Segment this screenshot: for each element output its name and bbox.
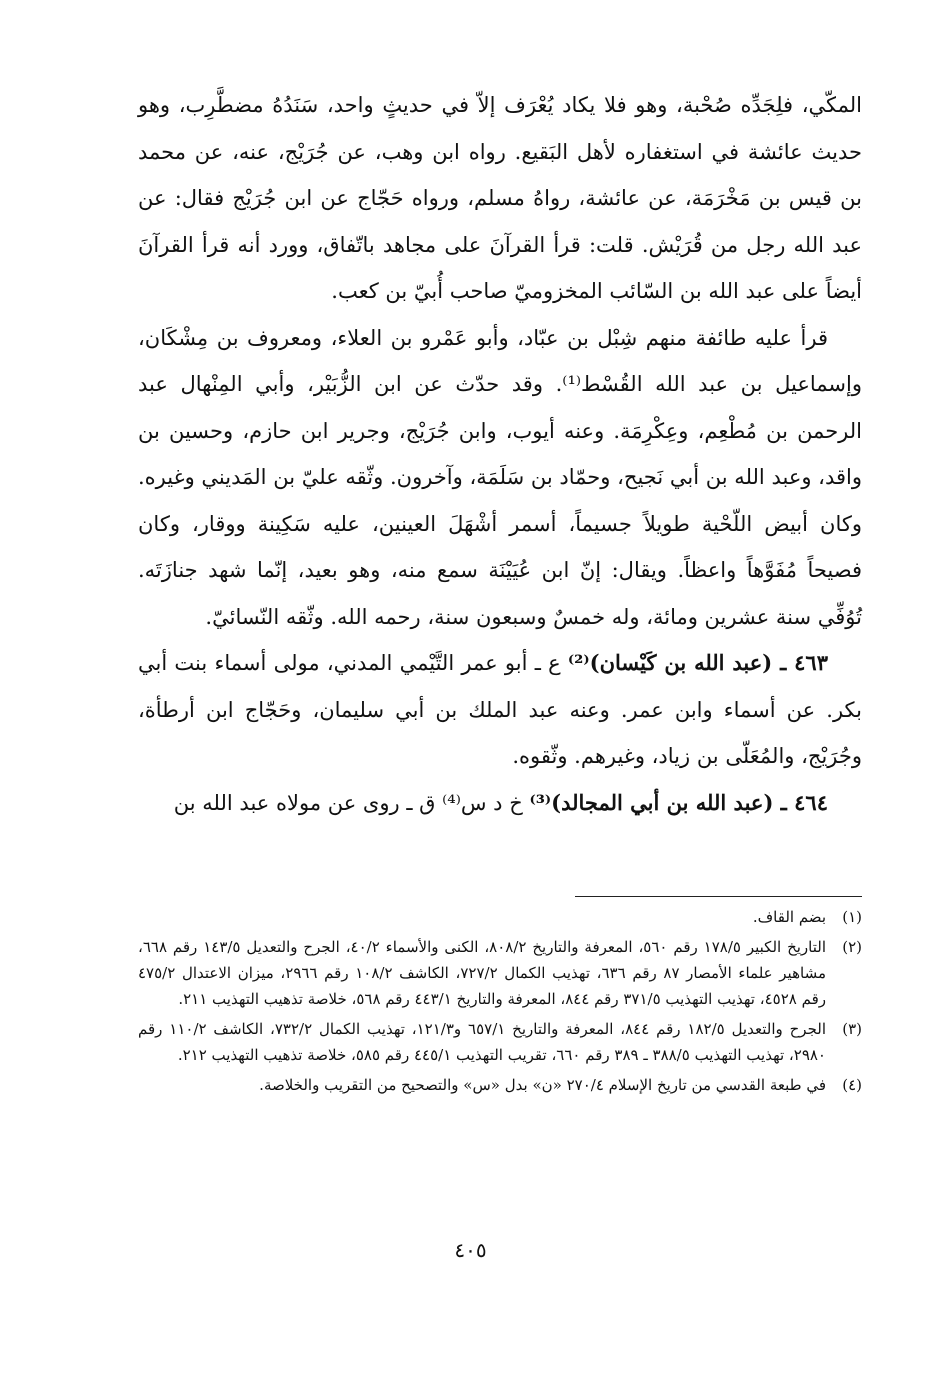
page-number: ٤٠٥ [454, 1238, 487, 1262]
paragraph-2: قرأ عليه طائفة منهم شِبْل بن عبّاد، وأبو عَمْرو بن العلاء، ومعروف بن مِشْكَان، وإسماعيل بن عبد الله القُسْط⁽¹⁾. وقد حدّث عن ابن الزُّبَيْر، وأبي المِنْهال عبد الرحمن بن مُطْعِم، وعِكْرِمَة. وعنه أيوب، وابن جُرَيْج، وجرير ابن حازم، وحسين بن واقد، وعبد الله بن أبي نَجيح، وحمّاد بن سَلَمَة، وآخرون. وثّقه عليّ بن المَديني وغيره. وكان أبيض اللّحْية طويلاً جسيماً، أسمر أشْهَلَ العينين، عليه سَكِينة ووقار، وكان فصيحاً مُفَوَّهاً واعظاً. ويقال: إنّ ابن عُيَيْنَة سمع منه، وهو بعيد، إنّما شهد جنازَتَه. تُوُفِّي سنة عشرين ومائة، وله خمسٌ وسبعون سنة، رحمه الله. وثّقه النّسائيّ. [138, 325, 862, 629]
footnote-text: في طبعة القدسي من تاريخ الإسلام ٢٧٠/٤ «ن» بدل «س» والتصحيح من التقريب والخلاصة. [259, 1076, 826, 1094]
footnote-item [138, 934, 862, 1012]
entry-464 [138, 780, 862, 827]
footnote-text: الجرح والتعديل ١٨٢/٥ رقم ٨٤٤، المعرفة والتاريخ ٦٥٧/١ و١٢١/٣، تهذيب الكمال ٧٣٢/٢، الكاشف ١١٠/٢ رقم ٢٩٨٠، تهذيب التهذيب ٣٨٨/٥ ـ ٣٨٩ رقم ٦٦٠، تقريب التهذيب ٤٤٥/١ رقم ٥٨٥، خلاصة تذهيب التهذيب ٢١٢. [138, 1020, 826, 1064]
footnote-divider [575, 896, 862, 897]
footnote-number: (٢) [842, 938, 862, 956]
footnote-number: (٣) [842, 1020, 862, 1038]
main-text [138, 82, 862, 826]
footnote-number: (١) [842, 908, 862, 926]
paragraph-1: المكّي، فلِجَدِّه صُحْبة، وهو فلا يكاد يُعْرَف إلاّ في حديثٍ واحد، سَنَدُهُ مضطَّرِب، وهو حديث عائشة في استغفاره لأهل البَقيع. رواه ابن وهب، عن جُرَيْج، عنه، عن محمد بن قيس بن مَخْرَمَة، عن عائشة، رواهُ مسلم، ورواه حَجّاج عن ابن جُرَيْج فقال: عن عبد الله رجل من قُرَيْش. قلت: قرأ القرآنَ على مجاهد باتّفاق، وورد أنه قرأ القرآنَ أيضاً على عبد الله بن السّائب المخزوميّ صاحب أُبيّ بن كعب. [138, 93, 862, 303]
footnote-text: التاريخ الكبير ١٧٨/٥ رقم ٥٦٠، المعرفة والتاريخ ٨٠٨/٢، الكنى والأسماء ٤٠/٢، الجرح والتعديل ١٤٣/٥ رقم ٦٦٨، مشاهير علماء الأمصار ٨٧ رقم ٦٣٦، تهذيب الكمال ٧٢٧/٢، الكاشف ١٠٨/٢ رقم ٢٩٦٦، ميزان الاعتدال ٤٧٥/٢ رقم ٤٥٢٨، تهذيب التهذيب ٣٧١/٥ رقم ٨٤٤، المعرفة والتاريخ ٤٤٣/١ رقم ٥٦٨، خلاصة تذهيب التهذيب ٢١١. [138, 938, 827, 1008]
footnote-text: بضم القاف. [752, 908, 826, 926]
entry-463 [138, 640, 862, 780]
entry-463-heading: ٤٦٣ ـ (عبد الله بن كَيْسان)⁽²⁾ [567, 650, 828, 675]
entry-464-heading: ٤٦٤ ـ (عبد الله بن أبي المجالد)⁽³⁾ [529, 789, 828, 815]
footnotes [138, 904, 862, 1102]
footnote-number: (٤) [842, 1076, 862, 1094]
footnote-item [138, 1072, 862, 1098]
entry-463-text: ع ـ أبو عمر التَّيْمي المدني، مولى أسماء بنت أبي بكر. عن أسماء وابن عمر. وعنه عبد الملك بن أبي سليمان، وحَجّاج ابن أرطأة، وجُرَيْج، والمُعَلّى بن زياد، وغيرهم. وثّقوه. [138, 651, 862, 768]
footnote-item [138, 904, 862, 930]
footnote-item [138, 1016, 862, 1068]
entry-464-text: خ د س⁽⁴⁾ ق ـ روى عن مولاه عبد الله بن [173, 790, 530, 815]
